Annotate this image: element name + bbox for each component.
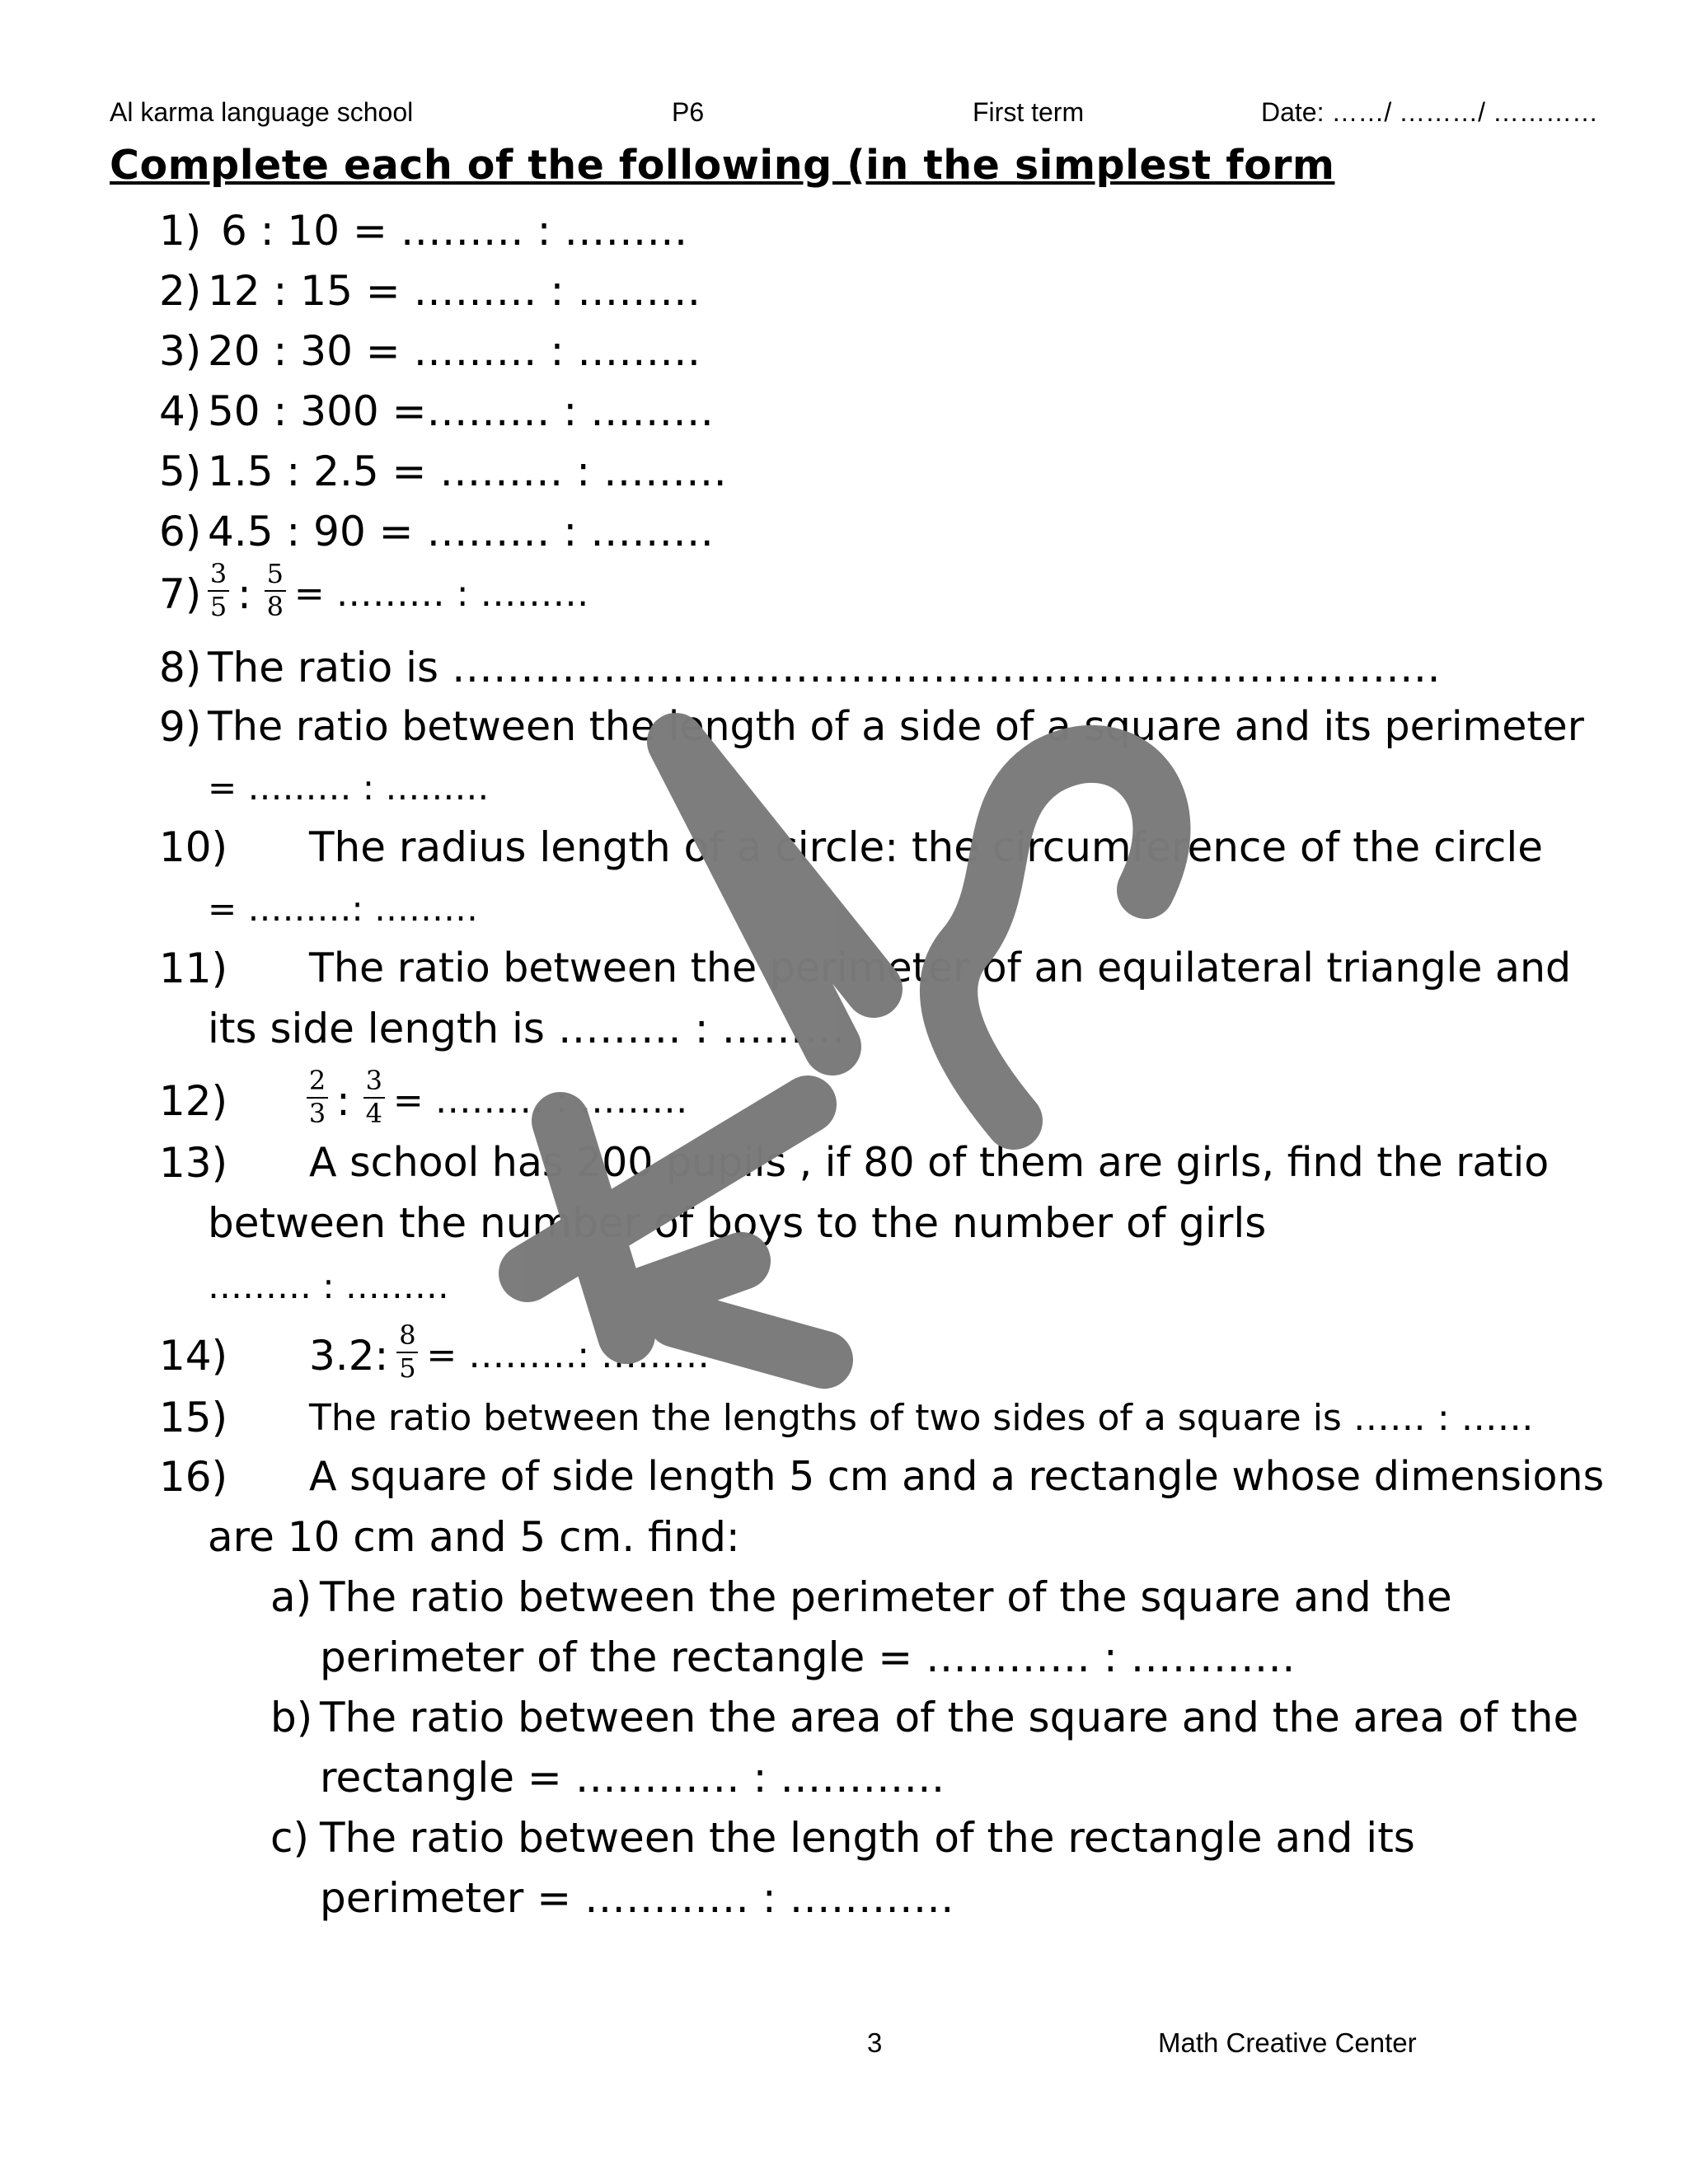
- footer-center-name: Math Creative Center: [1158, 2027, 1417, 2058]
- subquestion-c-continued: perimeter = ………… : …………: [320, 1874, 954, 1922]
- watermark-l: [676, 742, 874, 1047]
- question-number: 4): [159, 387, 202, 435]
- page-number: 3: [867, 2027, 883, 2058]
- question-number: 2): [159, 267, 202, 315]
- answer-blank: = ……… : ………: [208, 767, 490, 808]
- question-text: The ratio between the perimeter of an equilateral triangle and: [309, 944, 1572, 991]
- question-text: 4.5 : 90 = ……… : ………: [208, 508, 715, 555]
- subquestion-a-continued: perimeter of the rectangle = ………… : …………: [320, 1633, 1296, 1681]
- question-text: 50 : 300 =……… : ………: [208, 387, 715, 435]
- question-text: 1.5 : 2.5 = ……… : ………: [208, 448, 727, 495]
- question-text: The radius length of a circle: the circumference of the circle: [309, 823, 1544, 871]
- fraction-expression: 3.2: $\frac{8}{5}$ = ………: ………: [309, 1319, 710, 1384]
- answer-blank: ……… : ………: [208, 1266, 449, 1306]
- subquestion-text: The ratio between the perimeter of the square and the: [320, 1573, 1452, 1621]
- term-label: First term: [973, 97, 1085, 127]
- question-number: 12): [159, 1077, 228, 1125]
- question-number: 3): [159, 327, 202, 375]
- question-text: 6 : 10 = ……… : ………: [221, 207, 688, 255]
- question-number: 11): [159, 944, 228, 992]
- answer-blank: = ………: ………: [208, 888, 479, 929]
- question-number: 6): [159, 508, 202, 555]
- worksheet-title: Complete each of the following (in the simplest form: [110, 142, 1335, 189]
- watermark-k-leg: [626, 1261, 742, 1302]
- subquestion-label: b): [270, 1694, 313, 1741]
- question-number: 8): [159, 644, 202, 691]
- question-text: A school has 200 pupils , if 80 of them are girls, find the ratio: [309, 1139, 1550, 1186]
- fraction-expression: $\frac{2}{3}$ : $\frac{3}{4}$ = ……… : ………: [303, 1071, 688, 1131]
- grade-label: P6: [672, 97, 705, 127]
- question-number: 13): [159, 1139, 228, 1187]
- question-text: 12 : 15 = ……… : ………: [208, 267, 701, 315]
- question-number: 9): [159, 703, 202, 751]
- question-number: 5): [159, 448, 202, 495]
- school-name: Al karma language school: [110, 97, 414, 127]
- subquestion-text: The ratio between the length of the rectangle and its: [320, 1814, 1415, 1862]
- fraction: $\frac{3}{5}$: [208, 560, 229, 621]
- watermark-s: [949, 754, 1161, 1121]
- question-number: 1): [159, 207, 202, 255]
- question-text: The ratio between the lengths of two sides of a square is …… : ……: [309, 1397, 1534, 1439]
- question-number: 15): [159, 1394, 228, 1441]
- fraction: $\frac{3}{4}$: [363, 1067, 385, 1127]
- subquestion-label: a): [270, 1573, 312, 1621]
- question-16-continued: are 10 cm and 5 cm. find:: [208, 1513, 740, 1561]
- question-text: A square of side length 5 cm and a rectangle whose dimensions: [309, 1453, 1605, 1500]
- question-text: The ratio is ………………………………………………………………: [208, 644, 1441, 691]
- question-number: 10): [159, 823, 228, 871]
- subquestion-text: The ratio between the area of the square and the area of the: [320, 1694, 1579, 1741]
- subquestion-label: c): [270, 1814, 309, 1862]
- fraction: $\frac{5}{8}$: [265, 560, 286, 621]
- fraction-expression: $\frac{3}{5}$ : $\frac{5}{8}$ = ……… : ………: [204, 564, 589, 624]
- date-field: Date: ……/ ………/ …………: [1261, 97, 1598, 127]
- question-number: 14): [159, 1332, 228, 1380]
- question-11-continued: its side length is ……… : ………: [208, 1005, 846, 1052]
- fraction: $\frac{2}{3}$: [307, 1067, 328, 1127]
- question-number: 7): [159, 570, 202, 618]
- subquestion-b-continued: rectangle = ………… : …………: [320, 1754, 945, 1802]
- question-13-continued: between the number of boys to the number of girls: [208, 1199, 1267, 1247]
- question-number: 16): [159, 1453, 228, 1501]
- question-text: 20 : 30 = ……… : ………: [208, 327, 701, 375]
- question-text: The ratio between the length of a side of a square and its perimeter: [208, 703, 1584, 750]
- fraction: $\frac{8}{5}$: [396, 1322, 418, 1382]
